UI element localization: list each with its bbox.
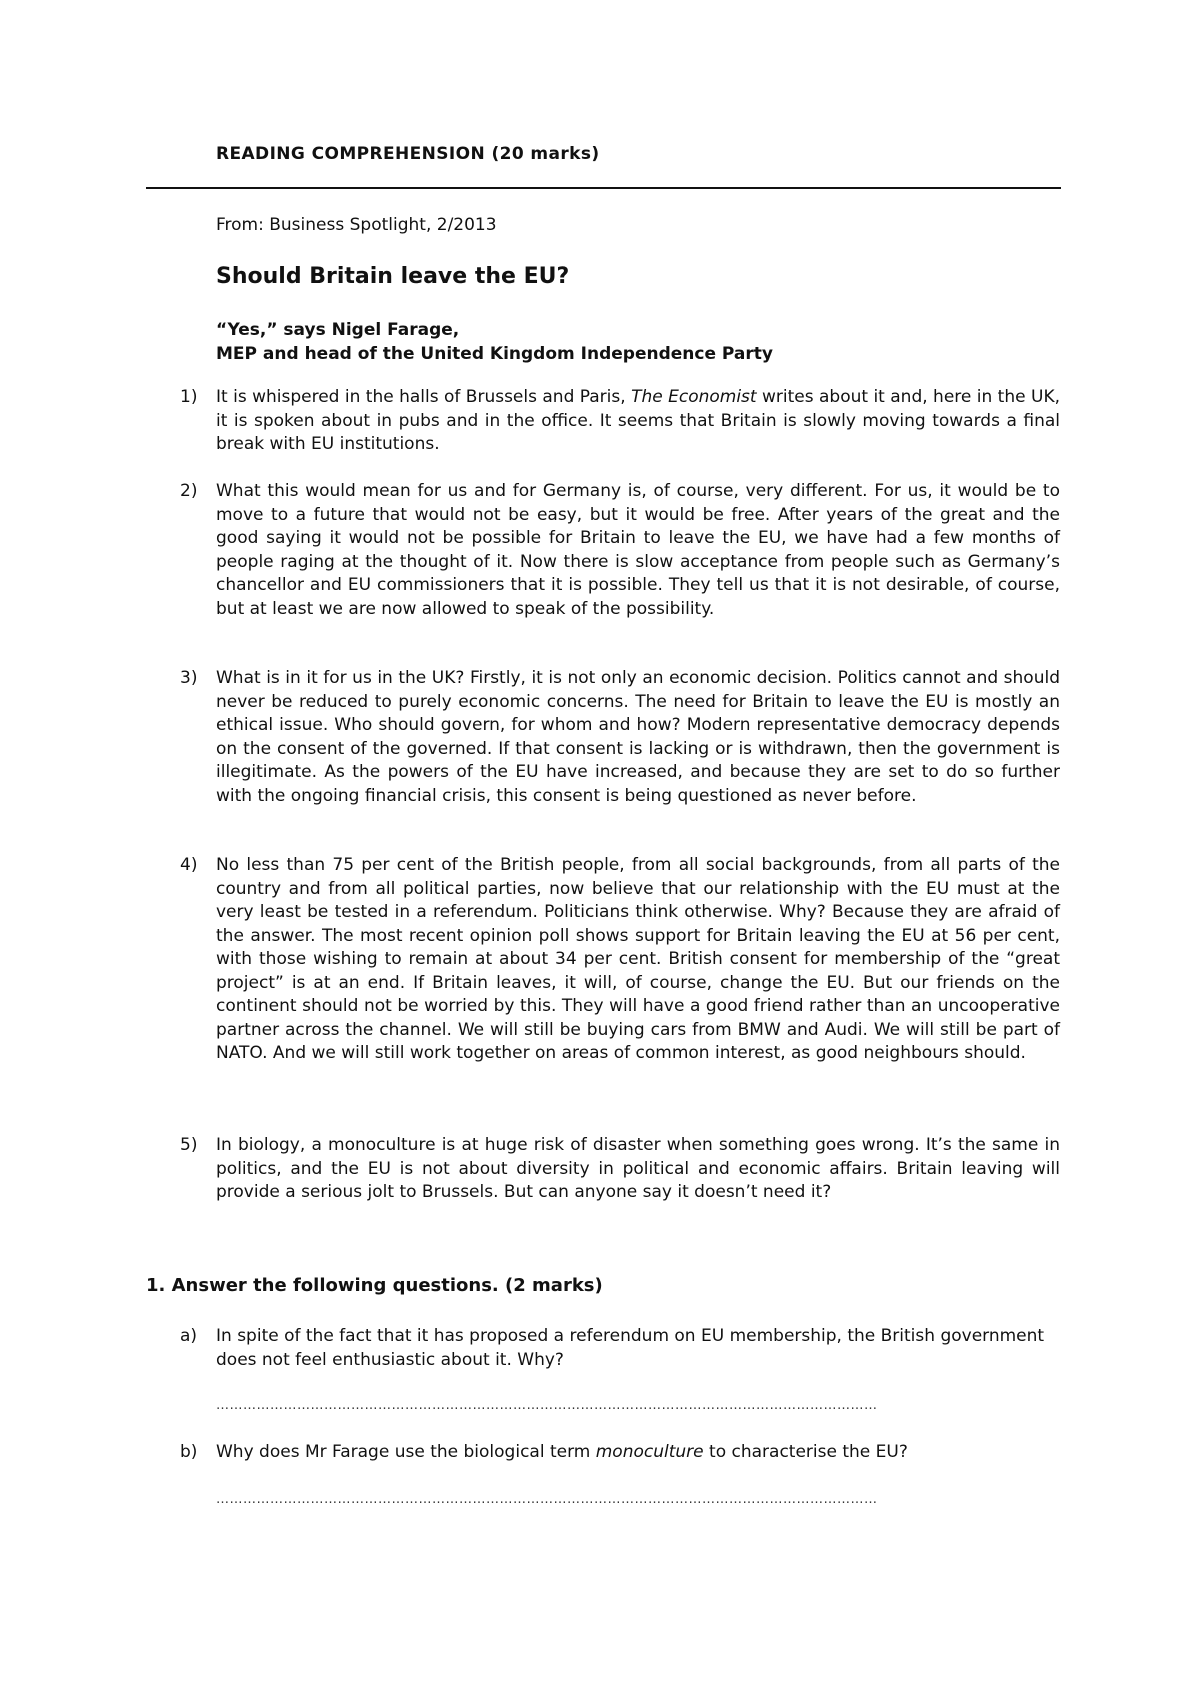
paragraph-1 [180,386,1060,457]
paragraph-number: 3) [180,668,198,688]
byline-line-2: MEP and head of the United Kingdom Independence Party [216,344,773,364]
article-byline [216,318,773,366]
paragraph-5 [180,1134,1060,1205]
paragraph-4 [180,854,1060,1066]
paragraph-number: 5) [180,1135,198,1155]
question-text [216,1440,1060,1464]
paragraph-text: No less than 75 per cent of the British people, from all social backgrounds, from all parts of the country and from all political parties, now believe that our relationship with the EU must at the very least be tested in a referendum. Politicians think otherwise. Why? Because they are afraid of the answer. The most recent opinion poll shows support for Britain leaving the EU at 56 per cent, with those wishing to remain at about 34 per cent. British consent for membership of the “great project” is at an end. If Britain leaves, it will, of course, change the EU. But our friends on the continent should not be worried by this. They will have a good friend rather than an uncooperative partner across the channel. We will still be buying cars from BMW and Audi. We will still be part of NATO. And we will still work together on areas of common interest, as good neighbours should. [216,855,1060,1063]
answer-line-b[interactable]: ………………………………………………………………………………………………………………………………… [216,1492,878,1507]
section-title: READING COMPREHENSION (20 marks) [216,144,600,164]
paragraph-text-part: writes about it and, here in the UK, it is spoken about in pubs and in the office. It seems that Britain is slowly moving towards a final break with EU institutions. [216,387,1060,454]
paragraph-text: What this would mean for us and for Germany is, of course, very different. For us, it would be to move to a future that would not be easy, but it would be free. After years of the great and the good saying it would not be possible for Britain to leave the EU, we have had a few months of people raging at the thought of it. Now there is slow acceptance from people such as Germany’s chancellor and EU commissioners that it is possible. They tell us that it is not desirable, of course, but at least we are now allowed to speak of the possibility. [216,481,1060,619]
paragraph-3 [180,667,1060,808]
question-b [180,1440,1060,1464]
paragraph-2 [180,480,1060,621]
question-a [180,1324,1060,1372]
question-label: b) [180,1442,198,1462]
answer-line-a[interactable]: ………………………………………………………………………………………………………………………………… [216,1398,878,1413]
question-text-part: to characterise the EU? [703,1442,908,1462]
paragraph-text-part: It is whispered in the halls of Brussels and Paris, [216,387,632,407]
paragraph-number: 1) [180,387,198,407]
question-text-part: Why does Mr Farage use the biological term [216,1442,596,1462]
paragraph-number: 2) [180,481,198,501]
horizontal-rule [146,187,1061,189]
source-line: From: Business Spotlight, 2/2013 [216,215,497,235]
paragraph-text: What is in it for us in the UK? Firstly, it is not only an economic decision. Politics cannot and should never be reduced to purely economic concerns. The need for Britain to leave the EU is mostly an ethical issue. Who should govern, for whom and how? Modern representative democracy depends on the consent of the governed. If that consent is lacking or is withdrawn, then the government is illegitimate. As the powers of the EU have increased, and because they are set to do so further with the ongoing financial crisis, this consent is being questioned as never before. [216,668,1060,806]
question-text: In spite of the fact that it has proposed a referendum on EU membership, the British government does not feel enthusiastic about it. Why? [216,1326,1045,1370]
article-headline: Should Britain leave the EU? [216,264,570,289]
paragraph-text [216,386,1060,457]
publication-title: The Economist [631,387,757,407]
questions-heading: 1. Answer the following questions. (2 marks) [146,1275,603,1296]
question-label: a) [180,1326,198,1346]
paragraph-number: 4) [180,855,198,875]
emphasized-term: monoculture [595,1442,704,1462]
byline-line-1: “Yes,” says Nigel Farage, [216,320,460,340]
paragraph-text: In biology, a monoculture is at huge risk of disaster when something goes wrong. It’s the same in politics, and the EU is not about diversity in political and economic affairs. Britain leaving will provide a serious jolt to Brussels. But can anyone say it doesn’t need it? [216,1135,1060,1202]
